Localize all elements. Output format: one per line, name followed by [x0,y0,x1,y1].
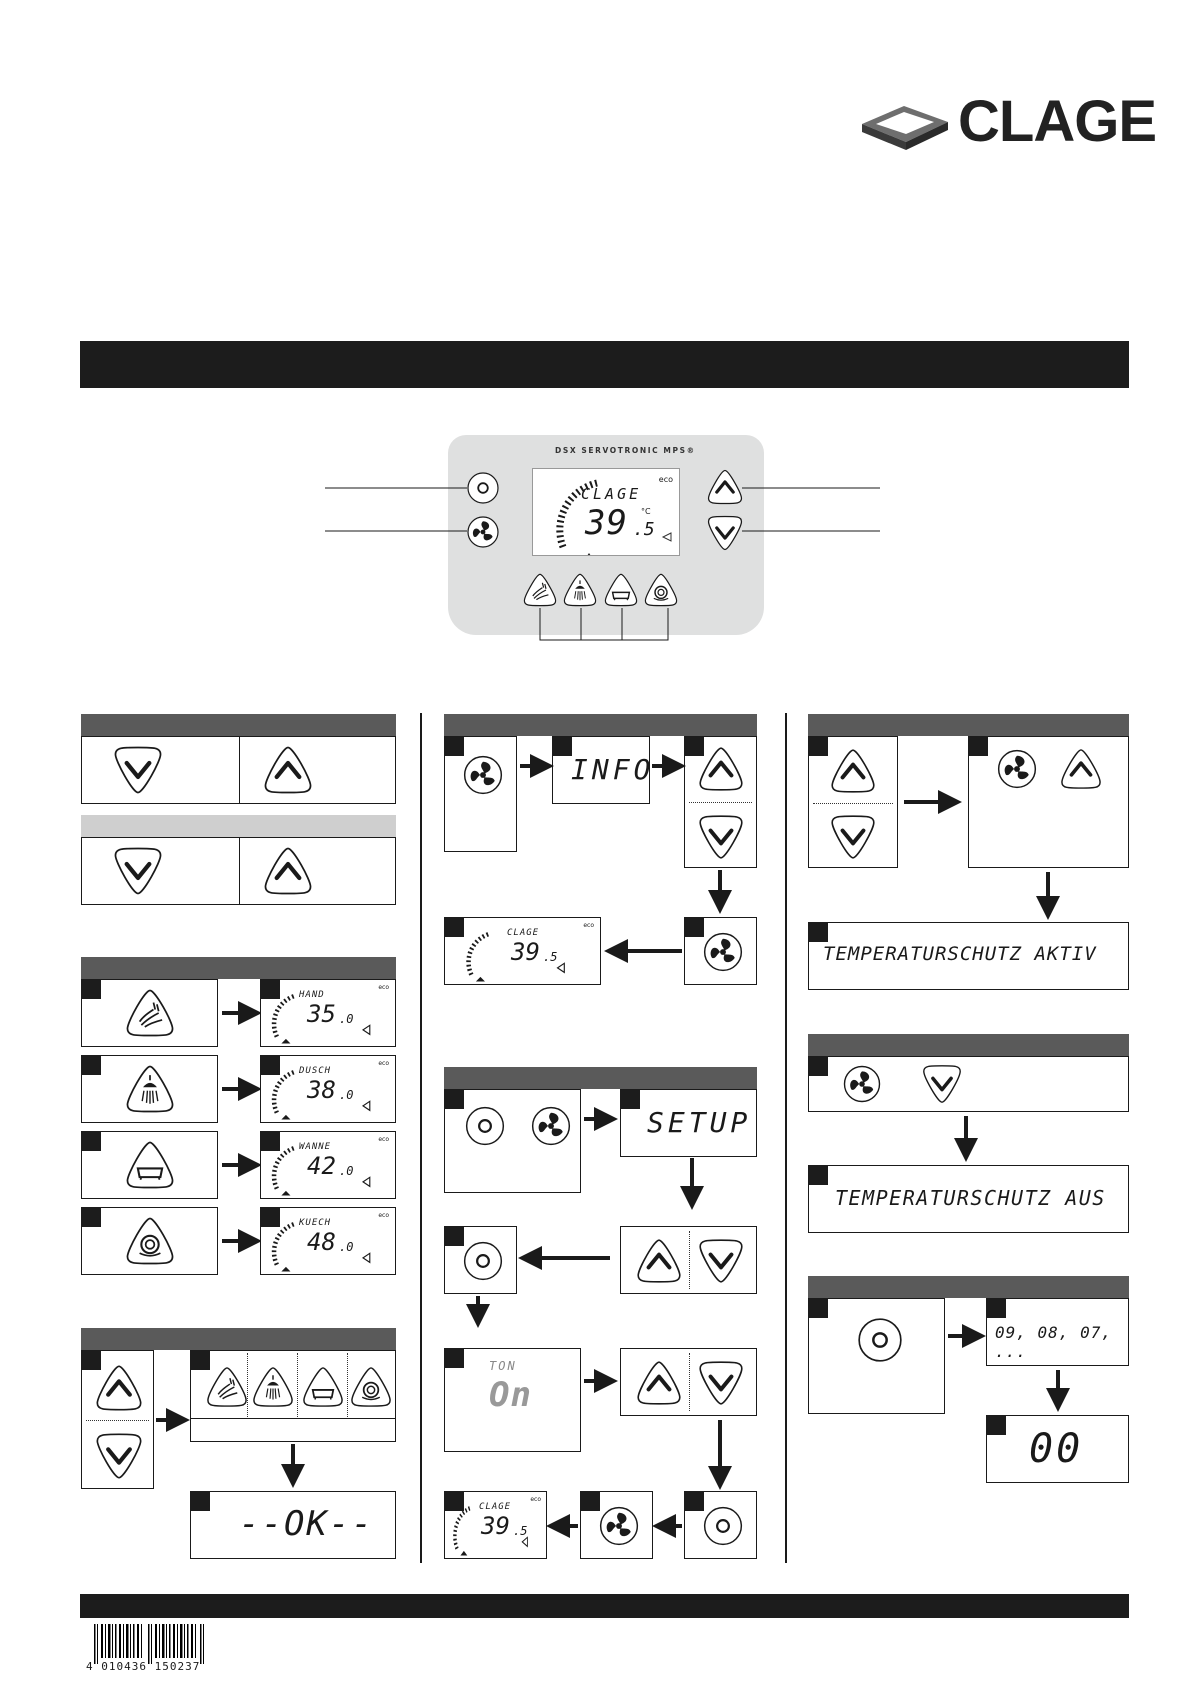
menu-button[interactable] [841,1063,883,1105]
info-step-lcd [444,917,601,985]
device-shower-button[interactable] [562,572,598,608]
lcd-eco: eco [658,475,673,484]
device-tub-button[interactable] [603,572,639,608]
lcd-temperature-decimal: .5 [543,950,558,964]
protect-step-aktiv [808,922,1129,990]
lcd-unit: °C [641,507,651,516]
protect-step-aus [808,1165,1129,1233]
hand-button[interactable] [205,1365,249,1409]
reset-step-countdown [986,1298,1129,1366]
preset-shower-box [81,1055,218,1123]
lcd-eco: eco [378,1136,389,1143]
section-header-3a [808,714,1129,736]
setup-display: SETUP [647,1106,752,1139]
device-hand-button[interactable] [522,572,558,608]
preset-tub-box [81,1131,218,1199]
preset-lcd-kitchen [260,1207,396,1275]
section-header-1d [81,1328,396,1350]
barcode-icon [92,1624,212,1664]
lcd-eco: eco [530,1496,541,1503]
column-divider-2 [785,713,787,1563]
lcd-eco: eco [378,984,389,991]
lcd-temperature: 38 [307,1076,336,1104]
tub-button[interactable] [124,1139,176,1191]
menu-button[interactable] [461,753,505,797]
lcd-mode: HAND [299,990,325,1000]
lcd-eco: eco [378,1212,389,1219]
lcd-mode: KUECH [299,1218,332,1228]
logo-mark-icon [862,94,948,150]
lcd-temperature: 39 [511,938,540,966]
down-button[interactable] [112,845,164,897]
protect-step-combo [968,736,1129,868]
power-button[interactable] [855,1315,905,1365]
temp-protect-aus: TEMPERATURSCHUTZ AUS [835,1186,1106,1210]
up-button[interactable] [262,744,314,796]
save-step-updown [81,1350,154,1489]
preset-hand-box [81,979,218,1047]
lcd-mode: DUSCH [299,1066,332,1076]
reset-step-power [808,1298,945,1414]
ok-display: --OK-- [239,1504,374,1544]
lcd-mode: CLAGE [581,485,642,503]
lcd-temperature-decimal: .5 [633,519,655,540]
down-button[interactable] [112,744,164,796]
section-header-3c [808,1276,1129,1298]
lcd-temperature: 39 [585,503,628,543]
device-menu-button[interactable] [465,514,501,550]
reset-step-end [986,1415,1129,1483]
setup-step-updown [620,1226,757,1294]
save-step-presets [190,1350,396,1442]
device-up-button[interactable] [706,468,744,506]
info-display: INFO [571,753,655,786]
kitchen-button[interactable] [349,1365,393,1409]
lcd-temperature-decimal: .0 [339,1088,354,1102]
up-button[interactable] [94,1363,144,1413]
menu-button[interactable] [529,1104,573,1148]
power-button[interactable] [701,1504,745,1548]
hand-button[interactable] [124,987,176,1039]
down-button[interactable] [829,813,877,861]
power-button[interactable] [461,1239,505,1283]
setup-step-power-2 [684,1491,757,1559]
brand-wordmark: CLAGE [958,89,1156,154]
lcd-temperature: 48 [307,1228,336,1256]
column-divider-1 [420,713,422,1563]
lcd-temperature: 35 [307,1000,336,1028]
lcd-temperature-decimal: .0 [339,1164,354,1178]
up-button[interactable] [635,1237,683,1285]
kitchen-button[interactable] [124,1215,176,1267]
preset-kitchen-box [81,1207,218,1275]
device-kitchen-button[interactable] [643,572,679,608]
info-step-menu-exit [684,917,757,985]
footer-bar [80,1594,1129,1618]
temp-protect-aktiv: TEMPERATURSCHUTZ AKTIV [823,943,1097,965]
up-button[interactable] [262,845,314,897]
ton-value: On [489,1375,532,1415]
shower-button[interactable] [124,1063,176,1115]
shower-button[interactable] [251,1365,295,1409]
tub-button[interactable] [301,1365,345,1409]
section-header-1c [81,957,396,979]
setup-step-display [620,1089,757,1157]
lcd-temperature: 39 [481,1512,510,1540]
down-button[interactable] [697,1359,745,1407]
down-button[interactable] [697,1237,745,1285]
up-button[interactable] [829,747,877,795]
menu-button[interactable] [597,1504,641,1548]
setup-step-power [444,1226,517,1294]
up-button[interactable] [1059,747,1103,791]
step-box-1a [81,736,396,804]
section-header-1a [81,714,396,736]
menu-button[interactable] [701,930,745,974]
lcd-mode: WANNE [299,1142,332,1152]
info-step-updown [684,736,757,868]
section-header-1b [81,815,396,837]
setup-step-ton [444,1348,581,1452]
device-down-button[interactable] [706,514,744,552]
lcd-eco: eco [583,922,594,929]
barcode-number: 4 010436 150237 [86,1660,201,1673]
save-step-ok [190,1491,396,1559]
section-header-3b [808,1034,1129,1056]
lcd-temperature-decimal: .0 [339,1012,354,1026]
setup-step-menu [580,1491,653,1559]
countdown-display: 09, 08, 07, ... [995,1323,1112,1361]
setup-step-buttons [444,1089,581,1193]
protect-off-buttons [808,1056,1129,1112]
power-button[interactable] [463,1104,507,1148]
barcode [86,1624,212,1676]
down-button[interactable] [697,813,745,861]
countdown-end-display: 00 [1029,1426,1084,1472]
section-header-2b [444,1067,757,1089]
device-model-label: DSX SERVOTRONIC MPS® [555,446,696,455]
up-button[interactable] [635,1359,683,1407]
setup-step-lcd [444,1491,547,1559]
preset-lcd-hand [260,979,396,1047]
setup-step-updown-2 [620,1348,757,1416]
device-power-button[interactable] [465,470,501,506]
lcd-mode: CLAGE [479,1502,512,1512]
lcd-temperature-decimal: .5 [513,1524,528,1538]
section-header-2a [444,714,757,736]
up-button[interactable] [697,745,745,793]
info-step-menu [444,736,517,852]
protect-step-updown [808,736,898,868]
header-bar [80,341,1129,388]
preset-lcd-tub [260,1131,396,1199]
preset-lcd-shower [260,1055,396,1123]
step-box-1b [81,837,396,905]
down-button[interactable] [921,1063,963,1105]
device-lcd [532,468,680,556]
lcd-temperature-decimal: .0 [339,1240,354,1254]
lcd-eco: eco [378,1060,389,1067]
lcd-mode: CLAGE [507,928,540,938]
ton-label: TON [489,1359,517,1373]
brand-logo [862,89,1156,154]
lcd-temperature: 42 [307,1152,336,1180]
menu-button[interactable] [995,747,1039,791]
info-step-display [552,736,655,804]
down-button[interactable] [94,1431,144,1481]
